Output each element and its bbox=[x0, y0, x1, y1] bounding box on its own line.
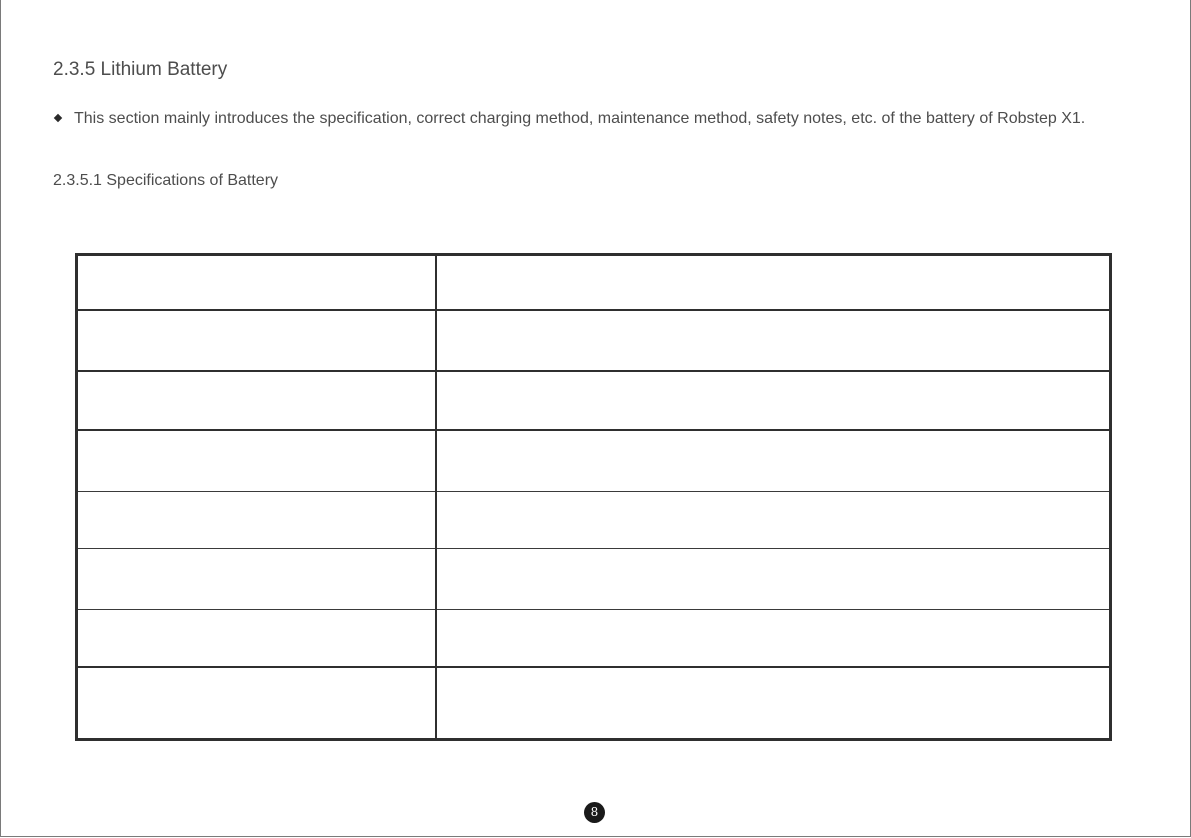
subsection-heading: 2.3.5.1 Specifications of Battery bbox=[53, 172, 279, 189]
table-row bbox=[77, 549, 1111, 610]
table-row bbox=[77, 610, 1111, 668]
spec-value-cell bbox=[436, 667, 1111, 740]
spec-label-cell bbox=[77, 371, 437, 430]
spec-value-cell bbox=[436, 610, 1111, 668]
spec-value-cell bbox=[436, 310, 1111, 371]
spec-value-cell bbox=[436, 492, 1111, 549]
table-row bbox=[77, 310, 1111, 371]
section-heading: 2.3.5 Lithium Battery bbox=[53, 59, 228, 80]
spec-value-cell bbox=[436, 371, 1111, 430]
spec-label-cell bbox=[77, 610, 437, 668]
spec-value-cell bbox=[436, 255, 1111, 311]
table-row bbox=[77, 430, 1111, 492]
page-number-badge: 8 bbox=[584, 802, 605, 823]
spec-label-cell bbox=[77, 430, 437, 492]
table-row bbox=[77, 667, 1111, 740]
table-row bbox=[77, 255, 1111, 311]
spec-label-cell bbox=[77, 549, 437, 610]
table-row bbox=[77, 371, 1111, 430]
spec-label-cell bbox=[77, 310, 437, 371]
spec-label-cell bbox=[77, 255, 437, 311]
spec-value-cell bbox=[436, 549, 1111, 610]
spec-value-cell bbox=[436, 430, 1111, 492]
table-row bbox=[77, 492, 1111, 549]
spec-label-cell bbox=[77, 667, 437, 740]
intro-bullet bbox=[53, 108, 1093, 129]
spec-label-cell bbox=[77, 492, 437, 549]
battery-spec-table bbox=[75, 253, 1112, 741]
intro-text: This section mainly introduces the specification, correct charging method, maintenance method, safety notes, etc. of the battery of Robstep X1. bbox=[74, 110, 1086, 127]
